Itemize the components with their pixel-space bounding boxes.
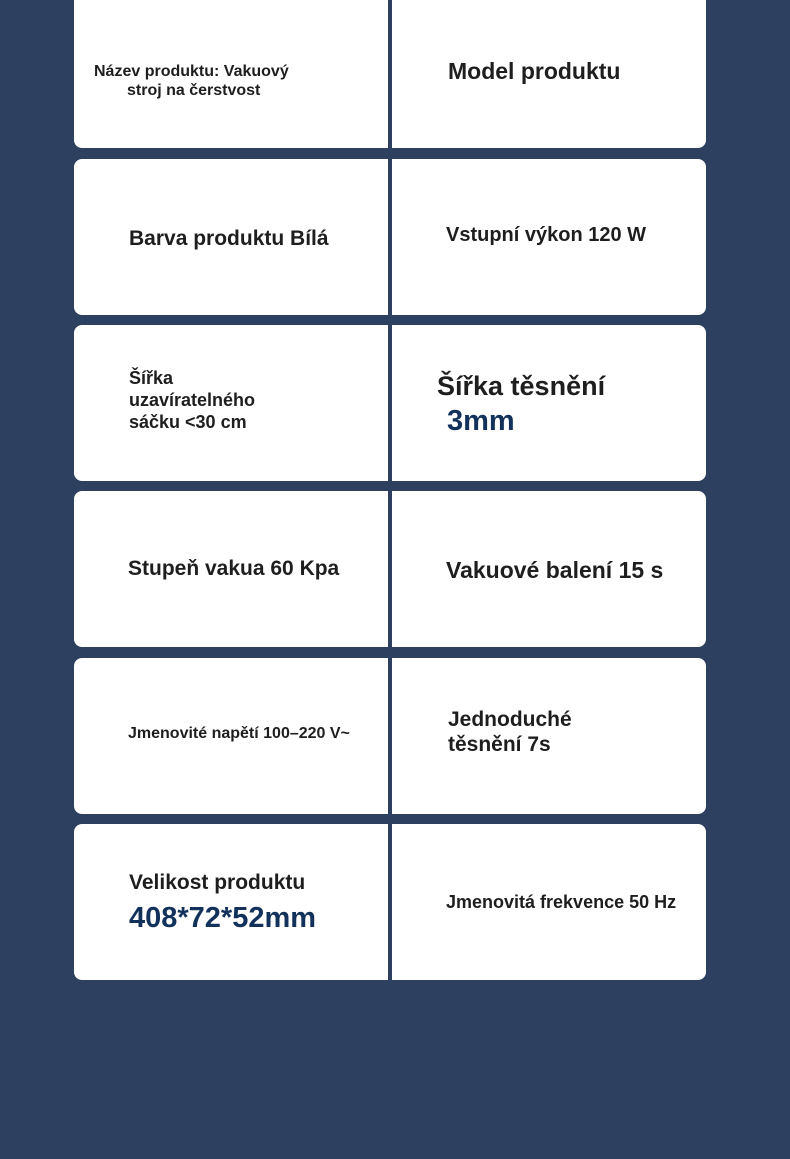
spec-cell-voltage [74, 658, 388, 814]
spec-line: uzavíratelného [129, 390, 256, 410]
spec-cell-product-name [74, 0, 388, 148]
spec-line: těsnění 7s [448, 733, 551, 756]
spec-value: 408*72*52mm [129, 902, 317, 934]
spec-text: Jmenovité napětí 100–220 V~ [128, 725, 350, 742]
spec-cell-bag-width [74, 325, 388, 481]
spec-text: Barva produktu Bílá [129, 227, 329, 250]
spec-cell-vacuum [74, 491, 388, 647]
spec-row [74, 325, 706, 481]
spec-cell-color [74, 159, 388, 315]
spec-text: Jmenovitá frekvence 50 Hz [446, 892, 677, 912]
spec-text: Model produktu [448, 58, 621, 84]
spec-line: Šířka [129, 368, 174, 388]
spec-cell-model [392, 0, 706, 148]
spec-cell-vacuum-time [392, 491, 706, 647]
spec-text: Vakuové balení 15 s [446, 557, 664, 583]
spec-value: 3mm [447, 405, 515, 437]
spec-row [74, 824, 706, 980]
spec-text [94, 62, 374, 100]
spec-cell-seal-time [392, 658, 706, 814]
spec-text [448, 707, 572, 757]
spec-cell-power [392, 159, 706, 315]
spec-cell-seal-width [392, 325, 706, 481]
spec-line: stroj na čerstvost [127, 82, 261, 99]
spec-line: sáčku <30 cm [129, 412, 247, 432]
spec-text: Stupeň vakua 60 Kpa [128, 557, 340, 580]
spec-text: Vstupní výkon 120 W [446, 224, 647, 246]
spec-label: Šířka těsnění [437, 371, 606, 401]
spec-cell-frequency [392, 824, 706, 980]
spec-cell-size [74, 824, 388, 980]
spec-line: Jednoduché [448, 708, 572, 731]
spec-text [129, 367, 255, 433]
spec-row [74, 491, 706, 647]
spec-line: Název produktu: Vakuový [94, 63, 289, 80]
spec-label: Velikost produktu [129, 871, 306, 894]
spec-row [74, 0, 706, 148]
spec-row [74, 159, 706, 315]
spec-row [74, 658, 706, 814]
